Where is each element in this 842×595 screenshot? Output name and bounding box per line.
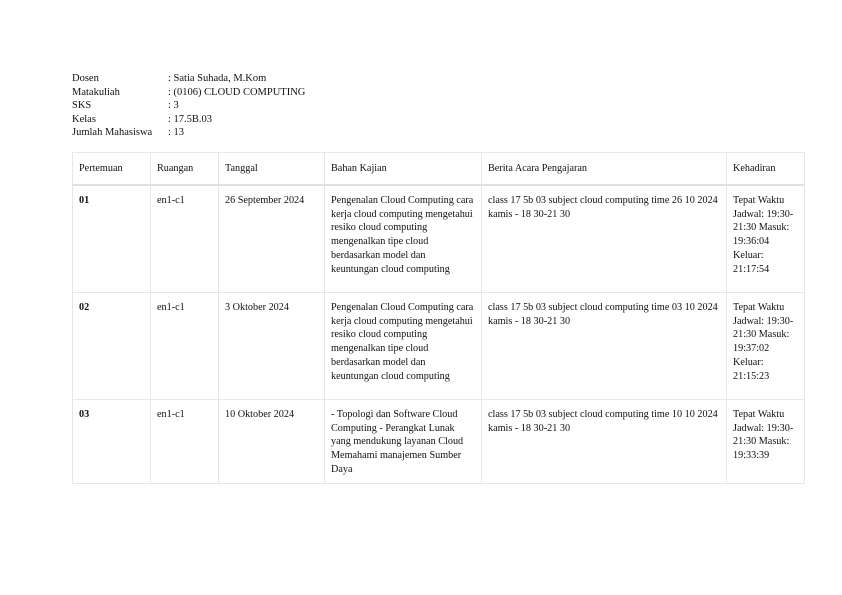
jumlah-mahasiswa-label: Jumlah Mahasiswa [72, 127, 153, 139]
header-row [73, 153, 805, 186]
dosen-label: Dosen [72, 73, 99, 84]
table-body [73, 185, 805, 483]
info-row-kelas [72, 113, 305, 127]
cell-ruangan: en1-c1 [151, 185, 219, 293]
cell-pertemuan: 01 [73, 185, 151, 293]
table-row [73, 400, 805, 484]
cell-ruangan: en1-c1 [151, 400, 219, 484]
cell-berita-acara: class 17 5b 03 subject cloud computing time 03 10 2024 kamis - 18 30-21 30 [482, 293, 727, 400]
header-ruangan: Ruangan [151, 153, 219, 186]
header-tanggal: Tanggal [219, 153, 325, 186]
cell-tanggal: 3 Oktober 2024 [219, 293, 325, 400]
attendance-table-container [72, 152, 804, 484]
cell-kehadiran: Tepat Waktu Jadwal: 19:30-21:30 Masuk: 19:36:04 Keluar: 21:17:54 [727, 185, 805, 293]
cell-pertemuan: 03 [73, 400, 151, 484]
cell-bahan-kajian: Pengenalan Cloud Computing cara kerja cloud computing mengetahui resiko cloud computing mengenalkan tipe cloud berdasarkan model dan keuntungan cloud computing [325, 293, 482, 400]
cell-pertemuan: 02 [73, 293, 151, 400]
cell-kehadiran: Tepat Waktu Jadwal: 19:30-21:30 Masuk: 19:37:02 Keluar: 21:15:23 [727, 293, 805, 400]
table-header [73, 153, 805, 186]
info-row-dosen [72, 72, 305, 86]
info-row-sks [72, 99, 305, 113]
cell-tanggal: 26 September 2024 [219, 185, 325, 293]
sks-label: SKS [72, 100, 92, 112]
header-kehadiran: Kehadiran [727, 153, 805, 186]
cell-berita-acara: class 17 5b 03 subject cloud computing time 10 10 2024 kamis - 18 30-21 30 [482, 400, 727, 484]
matakuliah-value: : (0106) CLOUD COMPUTING [168, 86, 306, 98]
info-row-jumlah-mahasiswa [72, 126, 305, 140]
kelas-value: : 17.5B.03 [168, 113, 213, 125]
info-row-matakuliah [72, 86, 305, 100]
cell-berita-acara: class 17 5b 03 subject cloud computing time 26 10 2024 kamis - 18 30-21 30 [482, 185, 727, 293]
cell-bahan-kajian: - Topologi dan Software Cloud Computing - Perangkat Lunak yang mendukung layanan Cloud Memahami manajemen Sumber Daya [325, 400, 482, 484]
cell-bahan-kajian: Pengenalan Cloud Computing cara kerja cloud computing mengetahui resiko cloud computing mengenalkan tipe cloud berdasarkan model dan keuntungan cloud computing [325, 185, 482, 293]
header-pertemuan: Pertemuan [73, 153, 151, 186]
cell-kehadiran: Tepat Waktu Jadwal: 19:30-21:30 Masuk: 19:33:39 [727, 400, 805, 484]
cell-ruangan: en1-c1 [151, 293, 219, 400]
matakuliah-label: Matakuliah [72, 86, 120, 98]
header-berita-acara: Berita Acara Pengajaran [482, 153, 727, 186]
kelas-label: Kelas [72, 113, 96, 125]
sks-value: : 3 [168, 100, 179, 112]
header-bahan-kajian: Bahan Kajian [325, 153, 482, 186]
jumlah-mahasiswa-value: : 13 [168, 127, 185, 139]
table-row [73, 293, 805, 400]
course-info [72, 72, 305, 140]
cell-tanggal: 10 Oktober 2024 [219, 400, 325, 484]
table-row [73, 185, 805, 293]
attendance-table [72, 152, 805, 484]
dosen-value: : Satia Suhada, M.Kom [168, 73, 267, 84]
